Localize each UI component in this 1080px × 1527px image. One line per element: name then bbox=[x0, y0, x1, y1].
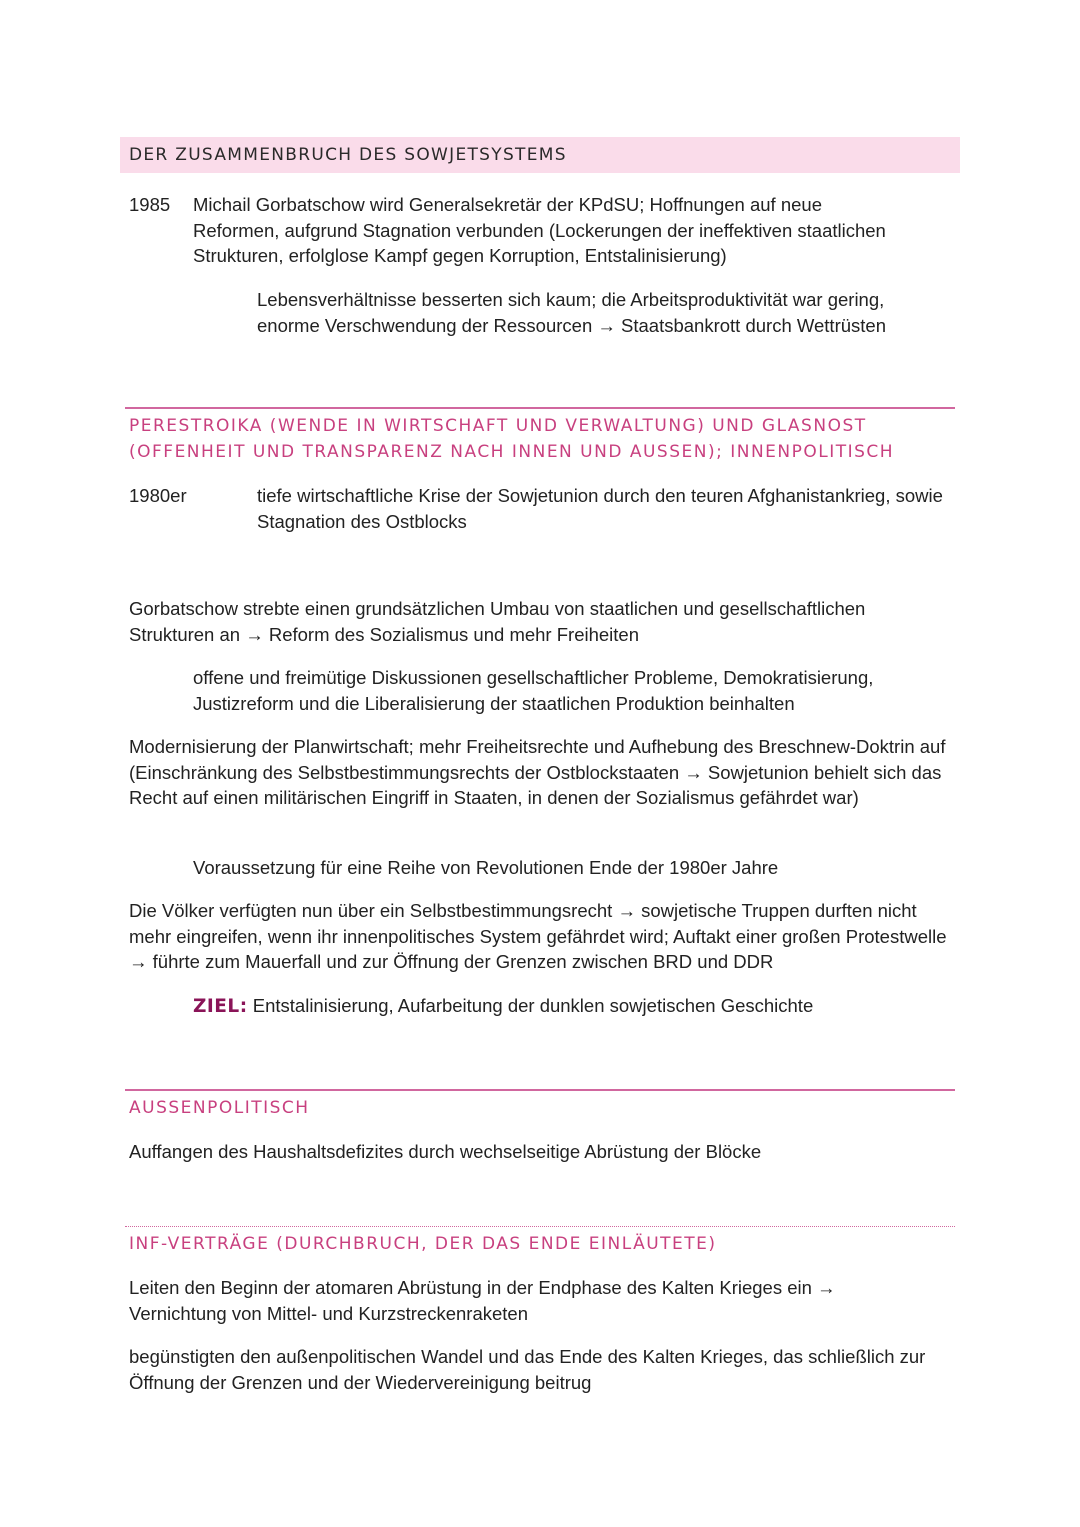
paragraph-krise: tiefe wirtschaftliche Krise der Sowjetunion durch den teuren Afghanistankrieg, sowie Stagnation des Ostblocks bbox=[257, 485, 943, 532]
paragraph-abruestung: Leiten den Beginn der atomaren Abrüstung in der Endphase des Kalten Krieges ein → Vernichtung von Mittel- und Kurzstreckenraketen bbox=[129, 1277, 836, 1324]
section-title-line: (OFFENHEIT UND TRANSPARENZ NACH INNEN UND AUSSEN); INNENPOLITISCH bbox=[129, 442, 895, 462]
paragraph-haushaltsdefizit: Auffangen des Haushaltsdefizites durch wechselseitige Abrüstung der Blöcke bbox=[129, 1141, 762, 1162]
section-divider bbox=[125, 1226, 955, 1227]
ziel-text: Entstalinisierung, Aufarbeitung der dunklen sowjetischen Geschichte bbox=[247, 995, 814, 1016]
paragraph-planwirtschaft: Modernisierung der Planwirtschaft; mehr Freiheitsrechte und Aufhebung des Breschnew-Doktrin auf (Einschränkung des Selbstbestimmungsrechts der Ostblockstaaten → Sowjetunion behielt sich das Recht auf einen militärischen Eingriff in Staaten, in denen der Sozialismus gefährdet war) bbox=[129, 736, 946, 808]
section-title-inf-vertraege: INF-VERTRÄGE (DURCHBRUCH, DER DAS ENDE EINLÄUTETE) bbox=[129, 1234, 717, 1254]
section-divider bbox=[125, 1089, 955, 1091]
year-label: 1985 bbox=[129, 194, 171, 215]
paragraph-voraussetzung: Voraussetzung für eine Reihe von Revolutionen Ende der 1980er Jahre bbox=[193, 857, 779, 878]
paragraph-umbau: Gorbatschow strebte einen grundsätzlichen Umbau von staatlichen und gesellschaftlichen Strukturen an → Reform des Sozialismus und mehr Freiheiten bbox=[129, 598, 866, 645]
section-title-aussenpolitisch: AUSSENPOLITISCH bbox=[129, 1098, 310, 1118]
paragraph-diskussionen: offene und freimütige Diskussionen gesellschaftlicher Probleme, Demokratisierung, Justizreform und die Liberalisierung der staatlichen Produktion beinhalten bbox=[193, 667, 874, 714]
section-divider bbox=[125, 407, 955, 409]
section-title-line: PERESTROIKA (WENDE IN WIRTSCHAFT UND VERWALTUNG) UND GLASNOST bbox=[129, 416, 867, 436]
paragraph-lebensverhaeltnisse: Lebensverhältnisse besserten sich kaum; die Arbeitsproduktivität war gering, enorme Verschwendung der Ressourcen → Staatsbankrott durch Wettrüsten bbox=[257, 289, 886, 336]
paragraph-selbstbestimmung: Die Völker verfügten nun über ein Selbstbestimmungsrecht → sowjetische Truppen durften nicht mehr eingreifen, wenn ihr innenpolitisches System gefährdet wird; Auftakt einer großen Protestwelle → führte zum Mauerfall und zur Öffnung der Grenzen zwischen BRD und DDR bbox=[129, 900, 947, 972]
paragraph-ziel bbox=[193, 993, 933, 1020]
section-title-zusammenbruch: DER ZUSAMMENBRUCH DES SOWJETSYSTEMS bbox=[129, 145, 567, 165]
paragraph-wandel: begünstigten den außenpolitischen Wandel und das Ende des Kalten Krieges, das schließlich zur Öffnung der Grenzen und der Wiedervereinigung beitrug bbox=[129, 1346, 926, 1393]
ziel-label: ZIEL: bbox=[193, 996, 248, 1017]
paragraph-gorbatschow: Michail Gorbatschow wird Generalsekretär der KPdSU; Hoffnungen auf neue Reformen, aufgrund Stagnation verbunden (Lockerungen der ineffektiven staatlichen Strukturen, erfolglose Kampf gegen Korruption, Entstalinisierung) bbox=[193, 194, 886, 266]
year-label: 1980er bbox=[129, 485, 187, 506]
section-title-perestroika bbox=[129, 413, 894, 465]
